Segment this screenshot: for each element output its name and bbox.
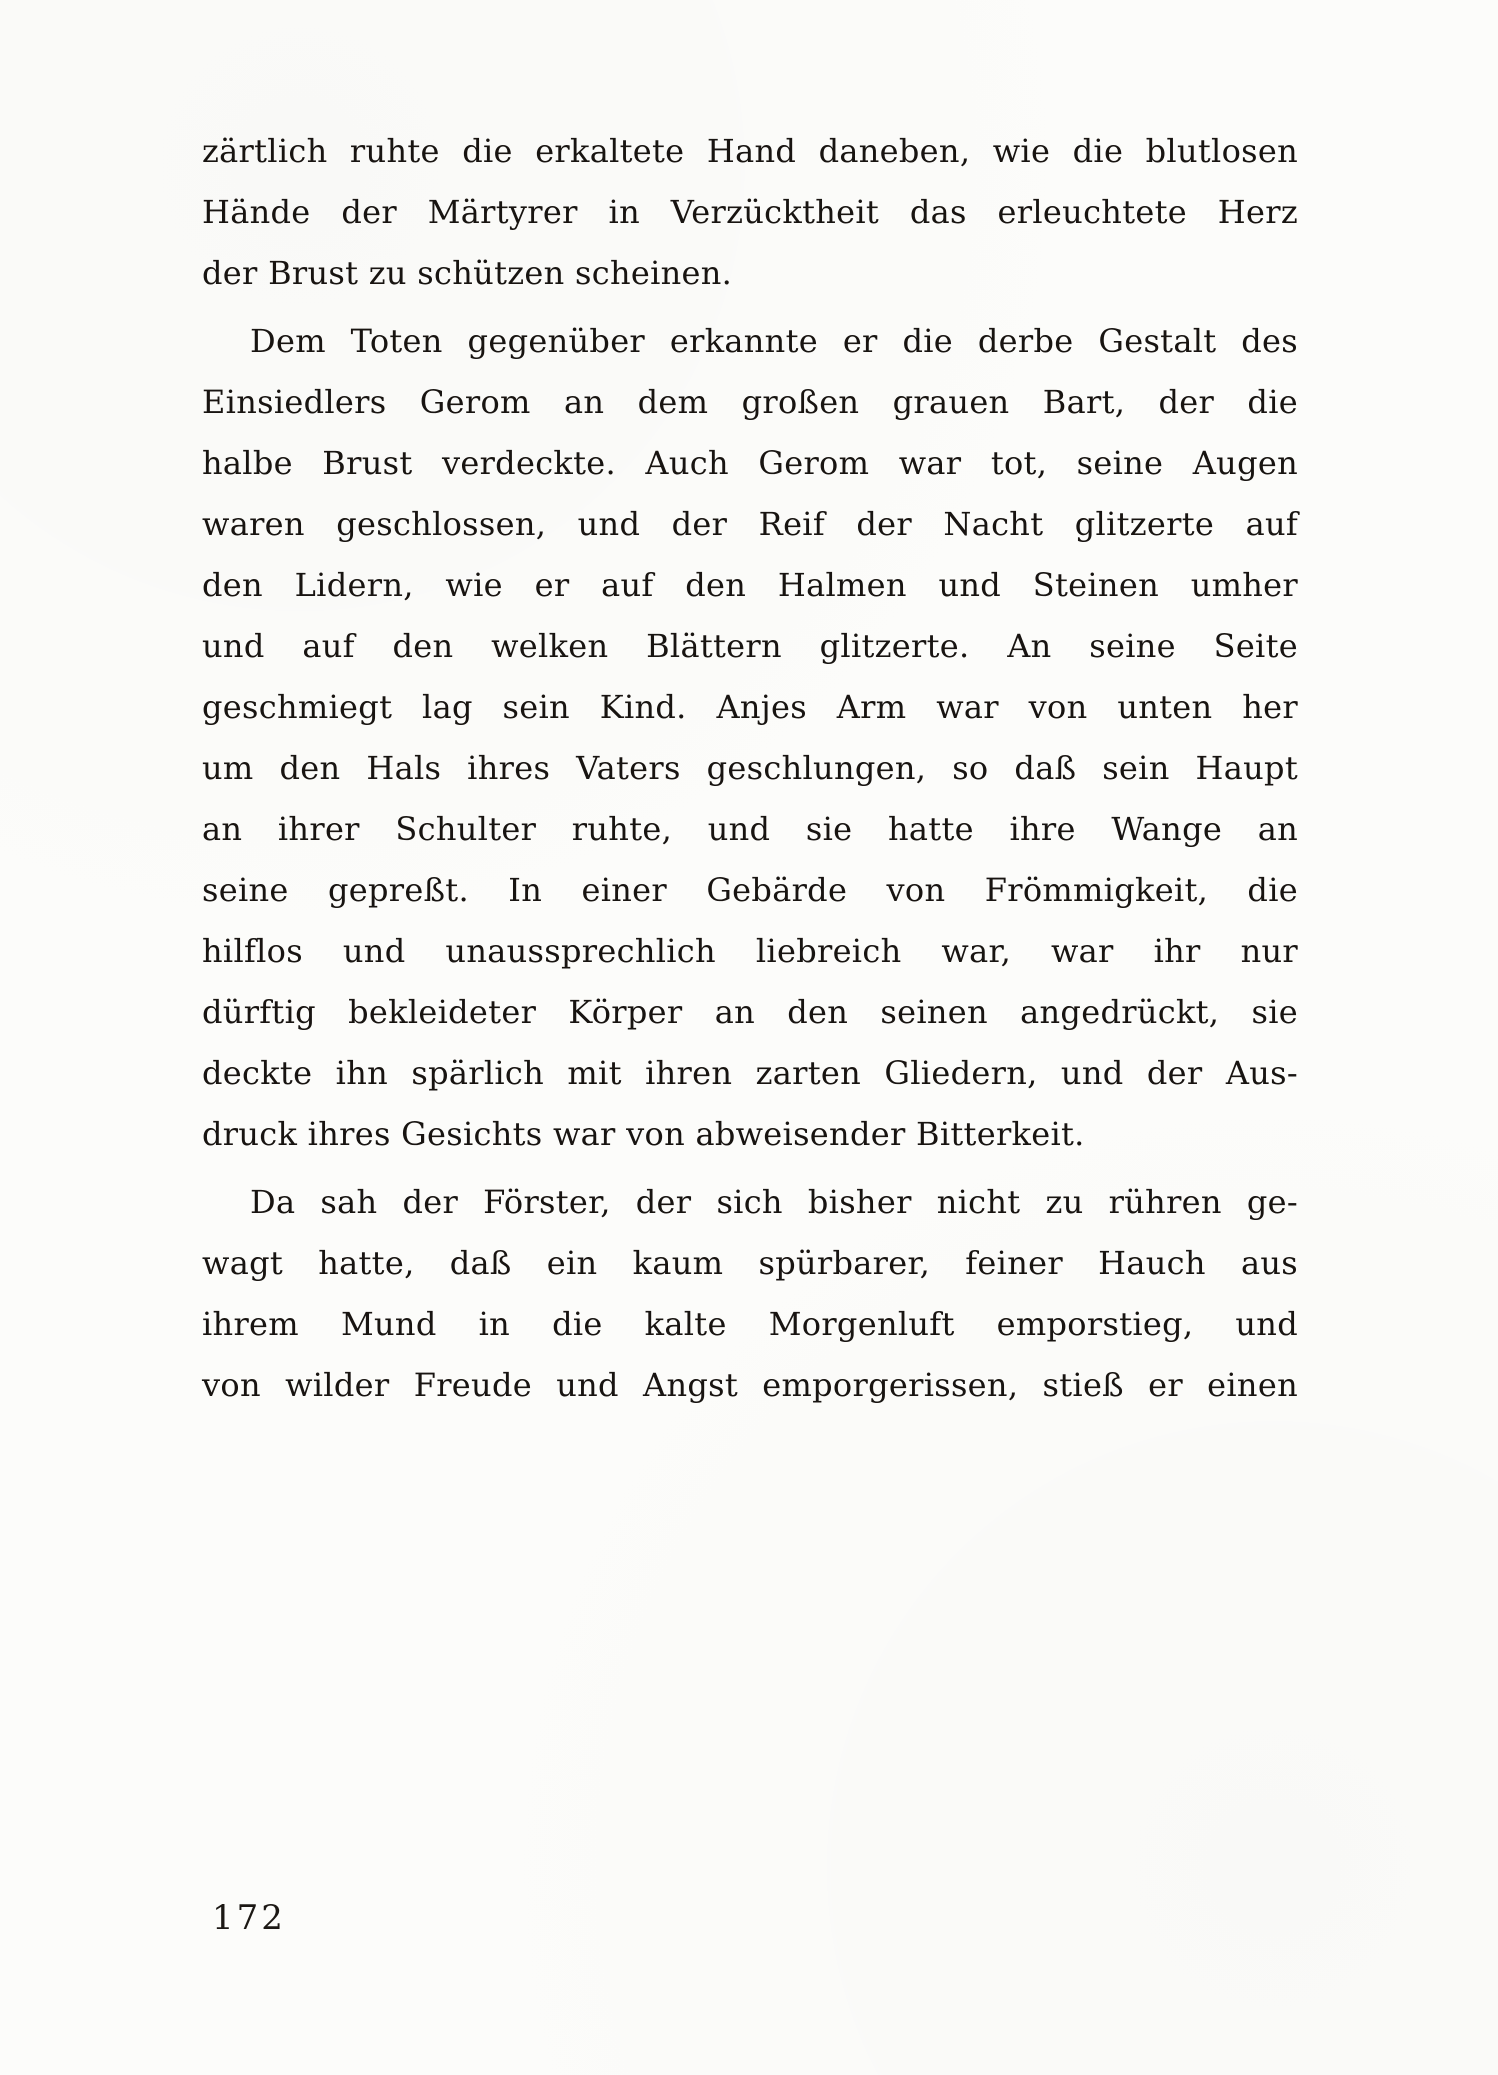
text-line: der Brust zu schützen scheinen. [202,254,733,292]
text-line: deckte ihn spärlich mit ihren zarten Gliedern, und der Aus- [202,1054,1298,1092]
text-line: um den Hals ihres Vaters geschlungen, so daß sein Haupt [202,749,1298,787]
page-number: 172 [212,1898,286,1938]
text-line: Hände der Märtyrer in Verzücktheit das erleuchtete Herz [202,193,1298,231]
text-line: geschmiegt lag sein Kind. Anjes Arm war von unten her [202,688,1298,726]
text-line: den Lidern, wie er auf den Halmen und Steinen umher [202,566,1298,604]
text-line: Da sah der Förster, der sich bisher nicht zu rühren ge- [250,1183,1298,1221]
text-line: Einsiedlers Gerom an dem großen grauen Bart, der die [202,383,1298,421]
text-line: von wilder Freude und Angst emporgerissen, stieß er einen [202,1366,1298,1404]
text-line: druck ihres Gesichts war von abweisender Bitterkeit. [202,1115,1085,1153]
text-line: und auf den welken Blättern glitzerte. An seine Seite [202,627,1298,665]
text-line: ihrem Mund in die kalte Morgenluft emporstieg, und [202,1305,1298,1343]
text-line: halbe Brust verdeckte. Auch Gerom war tot, seine Augen [202,444,1298,482]
text-line: zärtlich ruhte die erkaltete Hand daneben, wie die blutlosen [202,132,1298,170]
text-line: waren geschlossen, und der Reif der Nacht glitzerte auf [202,505,1298,543]
text-line: Dem Toten gegenüber erkannte er die derbe Gestalt des [250,322,1298,360]
text-line: wagt hatte, daß ein kaum spürbarer, feiner Hauch aus [202,1244,1298,1282]
page-text [202,121,1298,1416]
text-line: an ihrer Schulter ruhte, und sie hatte ihre Wange an [202,810,1298,848]
text-line: hilflos und unaussprechlich liebreich war, war ihr nur [202,932,1298,970]
text-line: dürftig bekleideter Körper an den seinen angedrückt, sie [202,993,1298,1031]
text-line: seine gepreßt. In einer Gebärde von Frömmigkeit, die [202,871,1298,909]
